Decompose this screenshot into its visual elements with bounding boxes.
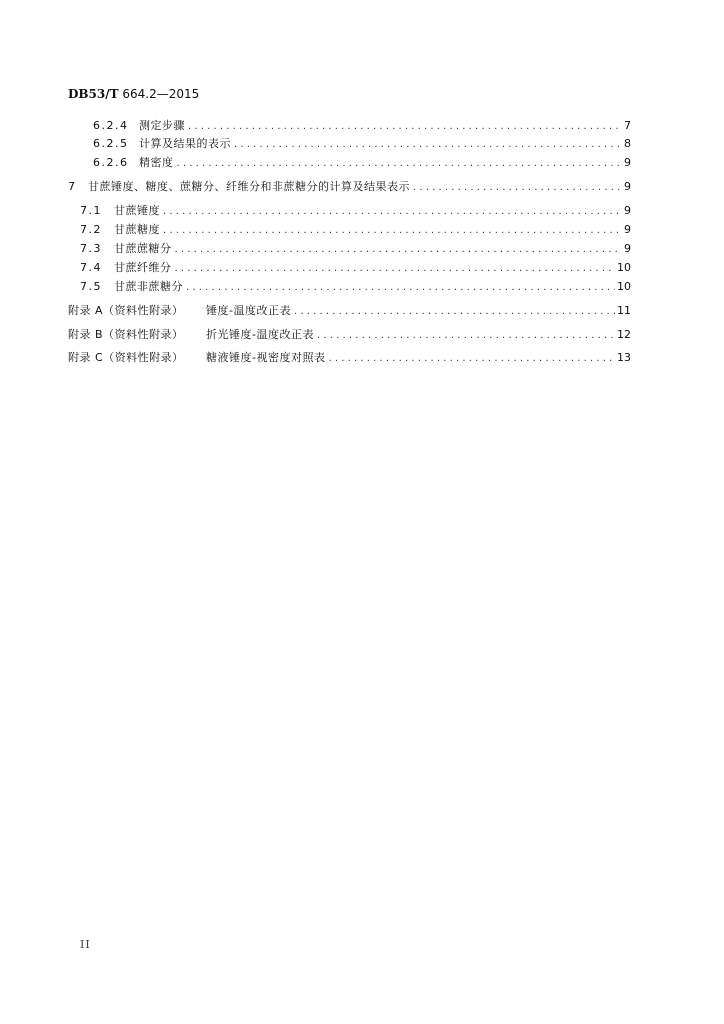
toc-title: 锤度-温度改正表 [206,304,291,317]
toc-page: 10 [617,280,631,293]
toc-entry-6-2-4[interactable] [93,117,631,135]
toc-number: 7.2 [80,223,102,236]
toc-page: 9 [624,223,631,236]
toc-page: 11 [617,304,631,317]
toc-entry-appendix-b[interactable] [68,326,631,344]
document-header [68,86,199,102]
toc-entry-appendix-a[interactable] [68,302,631,320]
dot-leader [413,179,621,197]
toc-entry-7[interactable] [68,178,631,196]
toc-number: 附录 A（资料性附录） [68,304,184,317]
toc-title: 甘蔗锤度 [114,204,160,217]
toc-page: 9 [624,156,631,169]
page-number: II [80,938,91,951]
dot-leader [294,303,615,321]
toc-page: 7 [624,119,631,132]
toc-title: 甘蔗非蔗糖分 [114,280,183,293]
toc-title: 精密度 [139,156,174,169]
toc-entry-appendix-c[interactable] [68,349,631,367]
toc-page: 9 [624,180,631,193]
toc-title: 甘蔗锤度、糖度、蔗糖分、纤维分和非蔗糖分的计算及结果表示 [88,180,410,193]
toc-page: 8 [624,137,631,150]
standard-code: DB53/T [68,87,119,101]
toc-entry-7-4[interactable] [80,259,631,277]
dot-leader [328,350,615,368]
toc-number: 7 [68,180,77,193]
toc-title: 糖液锤度-视密度对照表 [206,351,326,364]
toc-number: 6.2.5 [93,137,129,150]
dot-leader [163,222,621,240]
toc-number: 7.3 [80,242,102,255]
toc-number: 附录 C（资料性附录） [68,351,184,364]
toc-title: 甘蔗糖度 [114,223,160,236]
toc-page: 9 [624,204,631,217]
toc-number: 附录 B（资料性附录） [68,328,184,341]
toc-page: 12 [617,328,631,341]
toc-entry-6-2-5[interactable] [93,135,631,153]
toc-title: 计算及结果的表示 [139,137,231,150]
toc-title: 折光锤度-温度改正表 [206,328,314,341]
dot-leader [175,241,622,259]
toc-entry-7-3[interactable] [80,240,631,258]
toc-title: 测定步骤 [139,119,185,132]
toc-number: 6.2.4 [93,119,129,132]
toc-entry-6-2-6[interactable] [93,154,631,172]
toc-page: 13 [617,351,631,364]
toc-page: 10 [617,261,631,274]
dot-leader [188,118,621,136]
dot-leader [317,327,615,345]
toc-page: 9 [624,242,631,255]
standard-number: 664.2—2015 [122,87,200,101]
toc-number: 6.2.6 [93,156,129,169]
toc-number: 7.1 [80,204,102,217]
toc-title: 甘蔗蔗糖分 [114,242,172,255]
toc-number: 7.5 [80,280,102,293]
dot-leader [163,203,621,221]
dot-leader [234,136,621,154]
toc-title: 甘蔗纤维分 [114,261,172,274]
dot-leader [175,260,616,278]
toc-number: 7.4 [80,261,102,274]
toc-entry-7-5[interactable] [80,278,631,296]
toc-entry-7-2[interactable] [80,221,631,239]
dot-leader [177,155,622,173]
toc-entry-7-1[interactable] [80,202,631,220]
dot-leader [186,279,615,297]
